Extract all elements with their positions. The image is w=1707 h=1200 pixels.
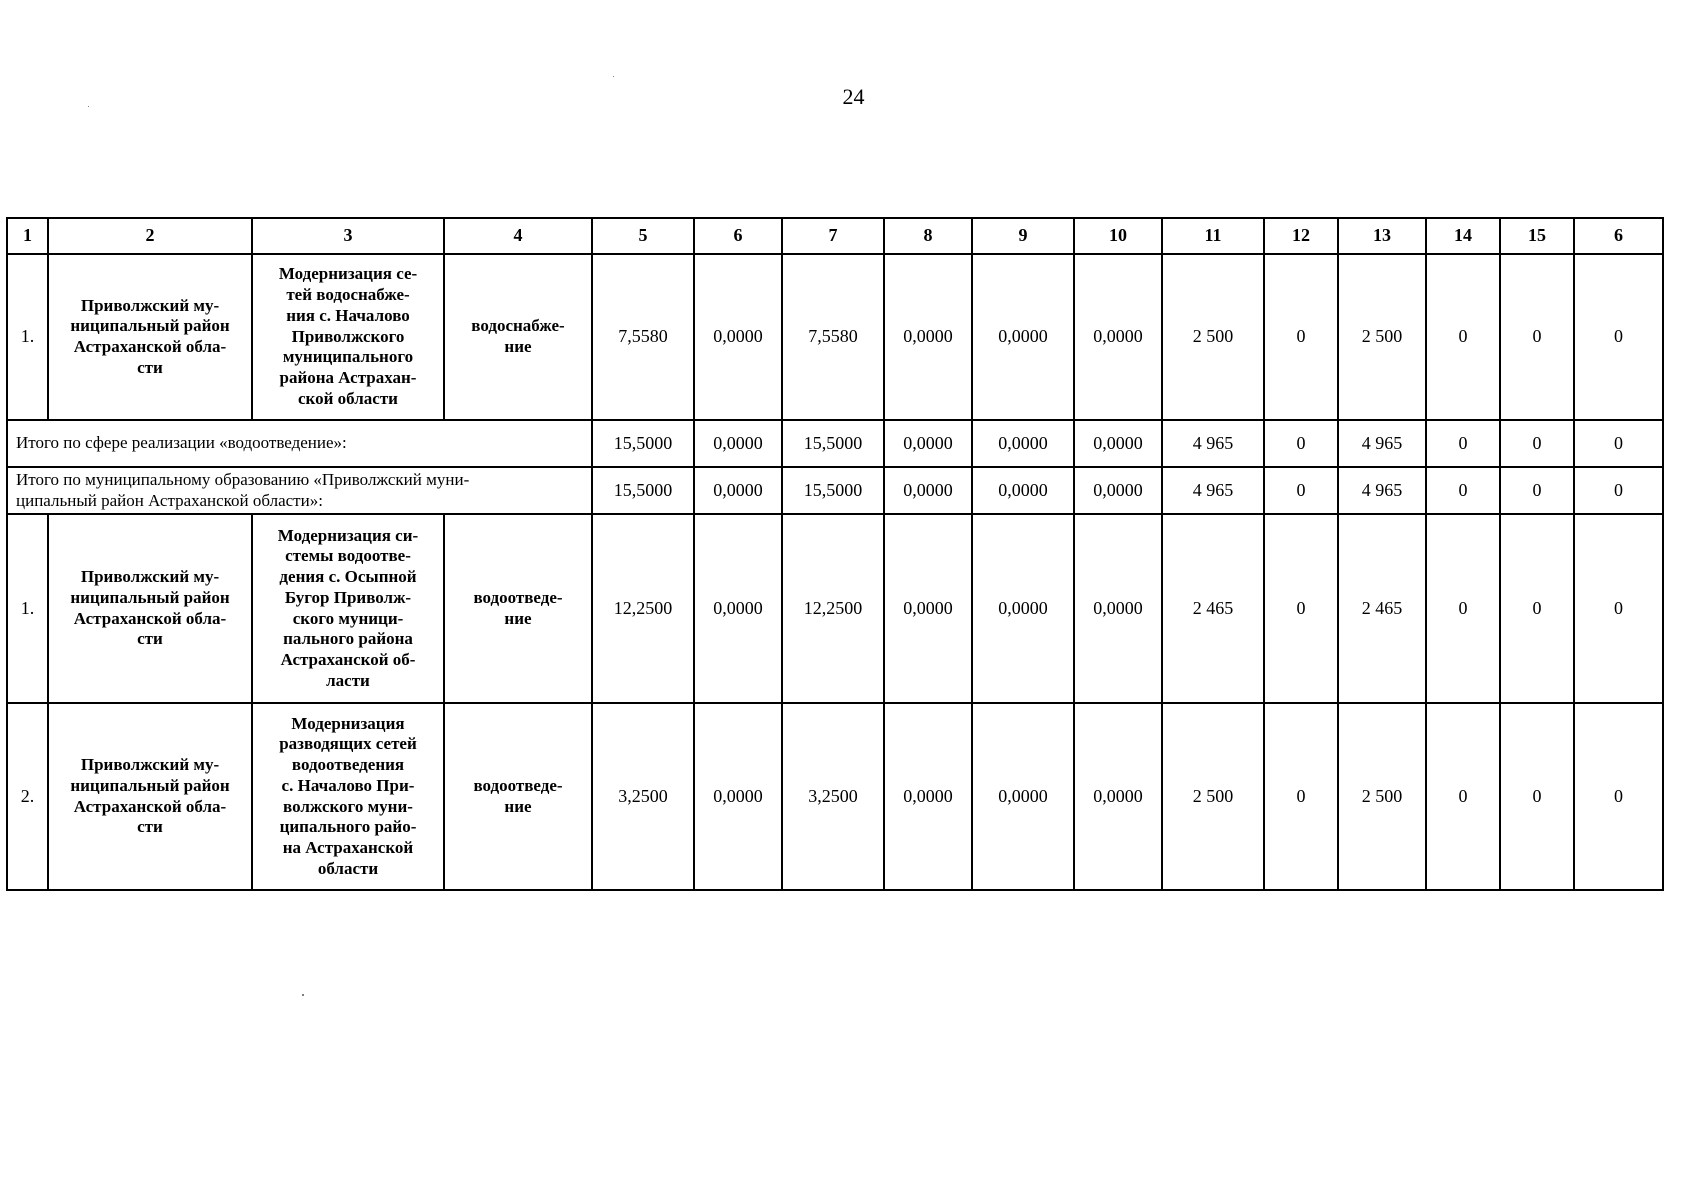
column-header: 10 — [1074, 218, 1162, 254]
value-cell: 4 965 — [1162, 467, 1264, 514]
page-number: 24 — [842, 84, 865, 109]
scan-speck — [613, 76, 614, 77]
value-cell: 4 965 — [1338, 420, 1426, 467]
value-cell: 0,0000 — [884, 514, 972, 703]
column-header: 7 — [782, 218, 884, 254]
value-cell: 15,5000 — [782, 467, 884, 514]
value-cell: 0 — [1426, 420, 1500, 467]
sphere-cell: водоснабже- ние — [444, 254, 592, 420]
value-cell: 3,2500 — [592, 703, 694, 890]
sphere-cell: водоотведе- ние — [444, 514, 592, 703]
value-cell: 0,0000 — [972, 467, 1074, 514]
value-cell: 2 500 — [1338, 703, 1426, 890]
column-header: 12 — [1264, 218, 1338, 254]
district-cell: Приволжский му- ниципальный район Астраханской обла- сти — [48, 514, 252, 703]
value-cell: 0,0000 — [694, 467, 782, 514]
project-cell: Модернизация се- тей водоснабже- ния с. Началово Приволжского муниципального района Астрахан- ской области — [252, 254, 444, 420]
value-cell: 0,0000 — [884, 467, 972, 514]
column-header: 3 — [252, 218, 444, 254]
value-cell: 4 965 — [1338, 467, 1426, 514]
value-cell: 15,5000 — [592, 467, 694, 514]
row-number: 1. — [7, 254, 48, 420]
value-cell: 2 500 — [1162, 254, 1264, 420]
column-header: 8 — [884, 218, 972, 254]
table-body — [7, 218, 1663, 890]
column-header: 9 — [972, 218, 1074, 254]
value-cell: 0,0000 — [884, 420, 972, 467]
value-cell: 0 — [1574, 467, 1663, 514]
table-row — [7, 254, 1663, 420]
value-cell: 12,2500 — [592, 514, 694, 703]
total-row — [7, 420, 1663, 467]
value-cell: 0,0000 — [694, 703, 782, 890]
value-cell: 0 — [1426, 467, 1500, 514]
project-cell: Модернизация си- стемы водоотве- дения с. Осыпной Бугор Приволж- ского муници- пального района Астраханской об- ласти — [252, 514, 444, 703]
value-cell: 0,0000 — [1074, 420, 1162, 467]
value-cell: 0 — [1574, 420, 1663, 467]
value-cell: 2 500 — [1338, 254, 1426, 420]
value-cell: 0 — [1500, 254, 1574, 420]
value-cell: 0 — [1574, 254, 1663, 420]
project-cell: Модернизация разводящих сетей водоотведения с. Началово При- волжского муни- ципального райо- на Астраханской области — [252, 703, 444, 890]
table-row — [7, 514, 1663, 703]
value-cell: 2 465 — [1162, 514, 1264, 703]
column-header: 4 — [444, 218, 592, 254]
value-cell: 0,0000 — [1074, 254, 1162, 420]
scan-speck — [302, 994, 304, 996]
value-cell: 0,0000 — [694, 514, 782, 703]
value-cell: 2 465 — [1338, 514, 1426, 703]
value-cell: 0 — [1264, 514, 1338, 703]
value-cell: 0 — [1500, 467, 1574, 514]
row-number: 2. — [7, 703, 48, 890]
value-cell: 0 — [1500, 420, 1574, 467]
column-header: 6 — [1574, 218, 1663, 254]
column-header: 14 — [1426, 218, 1500, 254]
value-cell: 0,0000 — [972, 420, 1074, 467]
value-cell: 15,5000 — [592, 420, 694, 467]
value-cell: 0 — [1264, 254, 1338, 420]
value-cell: 0,0000 — [972, 703, 1074, 890]
value-cell: 0 — [1264, 420, 1338, 467]
total-label: Итого по муниципальному образованию «Приволжский муни- ципальный район Астраханской области»: — [7, 467, 592, 514]
row-number: 1. — [7, 514, 48, 703]
value-cell: 0,0000 — [884, 254, 972, 420]
scan-speck — [88, 106, 89, 107]
header-row — [7, 218, 1663, 254]
value-cell: 0 — [1264, 703, 1338, 890]
value-cell: 0,0000 — [1074, 703, 1162, 890]
value-cell: 12,2500 — [782, 514, 884, 703]
column-header: 6 — [694, 218, 782, 254]
value-cell: 0 — [1426, 703, 1500, 890]
column-header: 15 — [1500, 218, 1574, 254]
value-cell: 0,0000 — [972, 514, 1074, 703]
value-cell: 0 — [1426, 254, 1500, 420]
value-cell: 0 — [1264, 467, 1338, 514]
total-row — [7, 467, 1663, 514]
value-cell: 0 — [1426, 514, 1500, 703]
value-cell: 0 — [1500, 514, 1574, 703]
column-header: 13 — [1338, 218, 1426, 254]
value-cell: 4 965 — [1162, 420, 1264, 467]
value-cell: 0,0000 — [884, 703, 972, 890]
investment-table — [6, 217, 1664, 891]
column-header: 2 — [48, 218, 252, 254]
value-cell: 3,2500 — [782, 703, 884, 890]
value-cell: 0,0000 — [972, 254, 1074, 420]
value-cell: 7,5580 — [782, 254, 884, 420]
total-label: Итого по сфере реализации «водоотведение»: — [7, 420, 592, 467]
column-header: 5 — [592, 218, 694, 254]
value-cell: 0,0000 — [1074, 467, 1162, 514]
value-cell: 0,0000 — [694, 254, 782, 420]
value-cell: 15,5000 — [782, 420, 884, 467]
column-header: 11 — [1162, 218, 1264, 254]
value-cell: 7,5580 — [592, 254, 694, 420]
value-cell: 0,0000 — [694, 420, 782, 467]
value-cell: 0 — [1574, 703, 1663, 890]
value-cell: 2 500 — [1162, 703, 1264, 890]
column-header: 1 — [7, 218, 48, 254]
value-cell: 0,0000 — [1074, 514, 1162, 703]
sphere-cell: водоотведе- ние — [444, 703, 592, 890]
district-cell: Приволжский му- ниципальный район Астраханской обла- сти — [48, 703, 252, 890]
value-cell: 0 — [1574, 514, 1663, 703]
table-row — [7, 703, 1663, 890]
district-cell: Приволжский му- ниципальный район Астраханской обла- сти — [48, 254, 252, 420]
value-cell: 0 — [1500, 703, 1574, 890]
